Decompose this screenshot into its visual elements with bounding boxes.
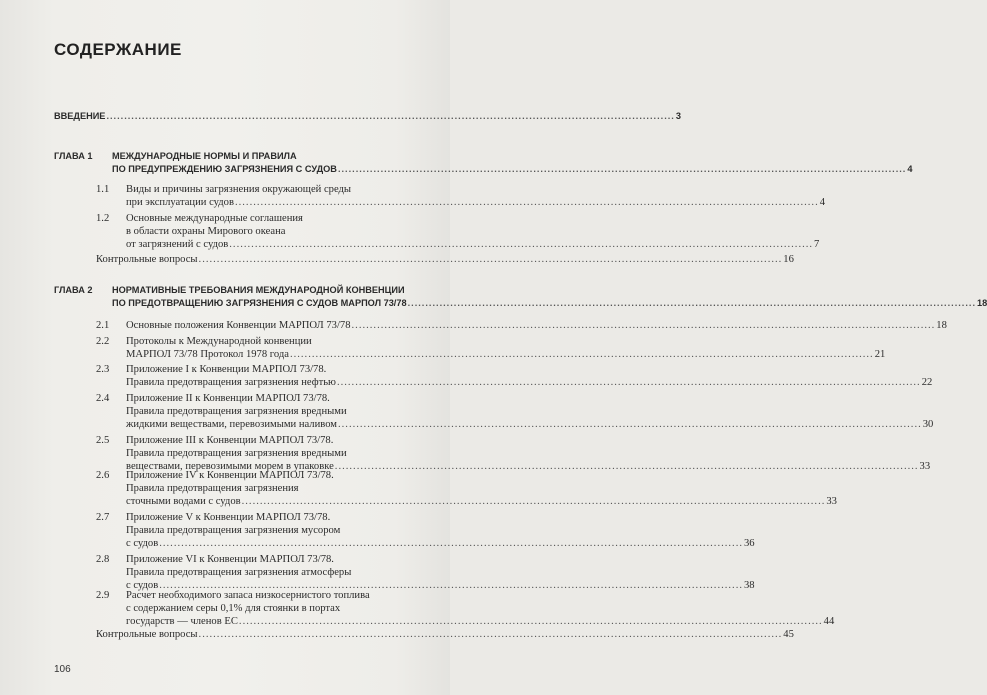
leader-dots: ................................................................................................................................................................	[338, 419, 922, 430]
section-line: Правила предотвращения загрязнения нефтью	[126, 377, 336, 388]
section-line: Основные международные соглашения	[126, 213, 303, 224]
leader-dots: ................................................................................................................................................................	[407, 298, 977, 308]
section-num: 2.4	[96, 393, 110, 404]
section-line: с судов	[126, 580, 159, 591]
leader-dots: ................................................................................................................................................................	[337, 164, 907, 174]
section-num: 2.6	[96, 470, 110, 481]
section-line: Правила предотвращения загрязнения атмосферы	[126, 567, 352, 578]
section-line: веществами, перевозимыми морем в упаковке	[126, 461, 334, 472]
section-line: сточными водами с судов	[126, 496, 241, 507]
section-line: Правила предотвращения загрязнения	[126, 483, 299, 494]
toc-review-questions-1	[96, 254, 794, 266]
leader-dots: ................................................................................................................................................................	[106, 111, 675, 121]
chapter-2-page: 18	[977, 298, 987, 308]
leader-dots: ................................................................................................................................................................	[159, 538, 743, 549]
page-title: СОДЕРЖАНИЕ	[54, 40, 182, 59]
toc-intro	[54, 110, 681, 122]
chapter-2-label: ГЛАВА 2	[54, 285, 93, 295]
leader-dots: ................................................................................................................................................................	[238, 616, 823, 627]
leader-dots: ................................................................................................................................................................	[198, 254, 783, 265]
toc-entry-1-2	[126, 239, 820, 251]
section-num: 1.1	[96, 184, 110, 195]
chapter-1-heading	[112, 163, 913, 175]
leader-dots: ................................................................................................................................................................	[229, 239, 814, 250]
review-questions-page: 16	[783, 254, 794, 265]
section-page: 38	[743, 580, 755, 591]
page-number: 106	[54, 664, 71, 675]
section-line: с содержанием серы 0,1% для стоянки в портах	[126, 603, 341, 614]
review-questions-page: 45	[783, 629, 794, 640]
section-line: Основные положения Конвенции МАРПОЛ 73/78	[126, 320, 351, 331]
toc-intro-label: ВВЕДЕНИЕ	[54, 111, 106, 121]
review-questions-label: Контрольные вопросы	[96, 629, 198, 640]
leader-dots: ................................................................................................................................................................	[241, 496, 826, 507]
section-page: 44	[823, 616, 835, 627]
section-page: 33	[919, 461, 931, 472]
section-line: при эксплуатации судов	[126, 197, 234, 208]
section-page: 30	[922, 419, 934, 430]
section-line: Приложение IV к Конвенции МАРПОЛ 73/78.	[126, 470, 334, 481]
section-line: Приложение V к Конвенции МАРПОЛ 73/78.	[126, 512, 331, 523]
section-num: 2.2	[96, 336, 110, 347]
section-line: в области охраны Мирового океана	[126, 226, 286, 237]
leader-dots: ................................................................................................................................................................	[289, 349, 874, 360]
leader-dots: ................................................................................................................................................................	[334, 461, 919, 472]
section-page: 36	[743, 538, 755, 549]
chapter-2-heading	[112, 297, 987, 309]
section-line: Правила предотвращения загрязнения мусором	[126, 525, 341, 536]
section-num: 2.9	[96, 590, 110, 601]
section-num: 2.8	[96, 554, 110, 565]
leader-dots: ................................................................................................................................................................	[198, 629, 783, 640]
section-line: Протоколы к Международной конвенции	[126, 336, 312, 347]
section-num: 1.2	[96, 213, 110, 224]
section-line: с судов	[126, 538, 159, 549]
leader-dots: ................................................................................................................................................................	[159, 580, 743, 591]
review-questions-label: Контрольные вопросы	[96, 254, 198, 265]
section-line: МАРПОЛ 73/78 Протокол 1978 года	[126, 349, 289, 360]
section-line: Приложение I к Конвенции МАРПОЛ 73/78.	[126, 364, 327, 375]
section-line: жидкими веществами, перевозимыми наливом	[126, 419, 337, 430]
toc-review-questions-2	[96, 629, 794, 641]
section-num: 2.3	[96, 364, 110, 375]
toc-entry-2-3	[126, 377, 933, 389]
toc-entry-2-1	[126, 320, 947, 332]
toc-intro-page: 3	[675, 111, 681, 121]
section-line: государств — членов ЕС	[126, 616, 238, 627]
section-line: Правила предотвращения загрязнения вредными	[126, 448, 347, 459]
section-num: 2.1	[96, 320, 110, 331]
leader-dots: ................................................................................................................................................................	[336, 377, 921, 388]
section-line: Приложение II к Конвенции МАРПОЛ 73/78.	[126, 393, 330, 404]
toc-entry-2-6	[126, 496, 837, 508]
leader-dots: ................................................................................................................................................................	[351, 320, 936, 331]
chapter-2-title-line-2: ПО ПРЕДОТВРАЩЕНИЮ ЗАГРЯЗНЕНИЯ С СУДОВ МАРПОЛ 73/78	[112, 298, 407, 308]
chapter-1-title-line-2: ПО ПРЕДУПРЕЖДЕНИЮ ЗАГРЯЗНЕНИЯ С СУДОВ	[112, 164, 337, 174]
section-num: 2.5	[96, 435, 110, 446]
section-line: Приложение VI к Конвенции МАРПОЛ 73/78.	[126, 554, 334, 565]
chapter-1-label: ГЛАВА 1	[54, 151, 93, 161]
toc-entry-2-4	[126, 419, 934, 431]
chapter-1-title-line-1: МЕЖДУНАРОДНЫЕ НОРМЫ И ПРАВИЛА	[112, 151, 297, 161]
section-page: 33	[826, 496, 837, 507]
section-page: 7	[814, 239, 820, 250]
section-page: 18	[936, 320, 947, 331]
section-page: 4	[819, 197, 826, 208]
section-num: 2.7	[96, 512, 110, 523]
toc-entry-1-1	[126, 197, 826, 209]
toc-entry-2-2	[126, 349, 886, 361]
section-line: Приложение III к Конвенции МАРПОЛ 73/78.	[126, 435, 334, 446]
section-line: от загрязнений с судов	[126, 239, 229, 250]
section-line: Правила предотвращения загрязнения вредными	[126, 406, 347, 417]
chapter-2-title-line-1: НОРМАТИВНЫЕ ТРЕБОВАНИЯ МЕЖДУНАРОДНОЙ КОНВЕНЦИИ	[112, 285, 405, 295]
section-page: 21	[874, 349, 886, 360]
toc-entry-2-9	[126, 616, 835, 628]
section-line: Виды и причины загрязнения окружающей среды	[126, 184, 352, 195]
leader-dots: ................................................................................................................................................................	[234, 197, 819, 208]
toc-entry-2-7	[126, 538, 755, 550]
section-line: Расчет необходимого запаса низкосернистого топлива	[126, 590, 370, 601]
section-page: 22	[921, 377, 933, 388]
chapter-1-page: 4	[907, 164, 913, 174]
